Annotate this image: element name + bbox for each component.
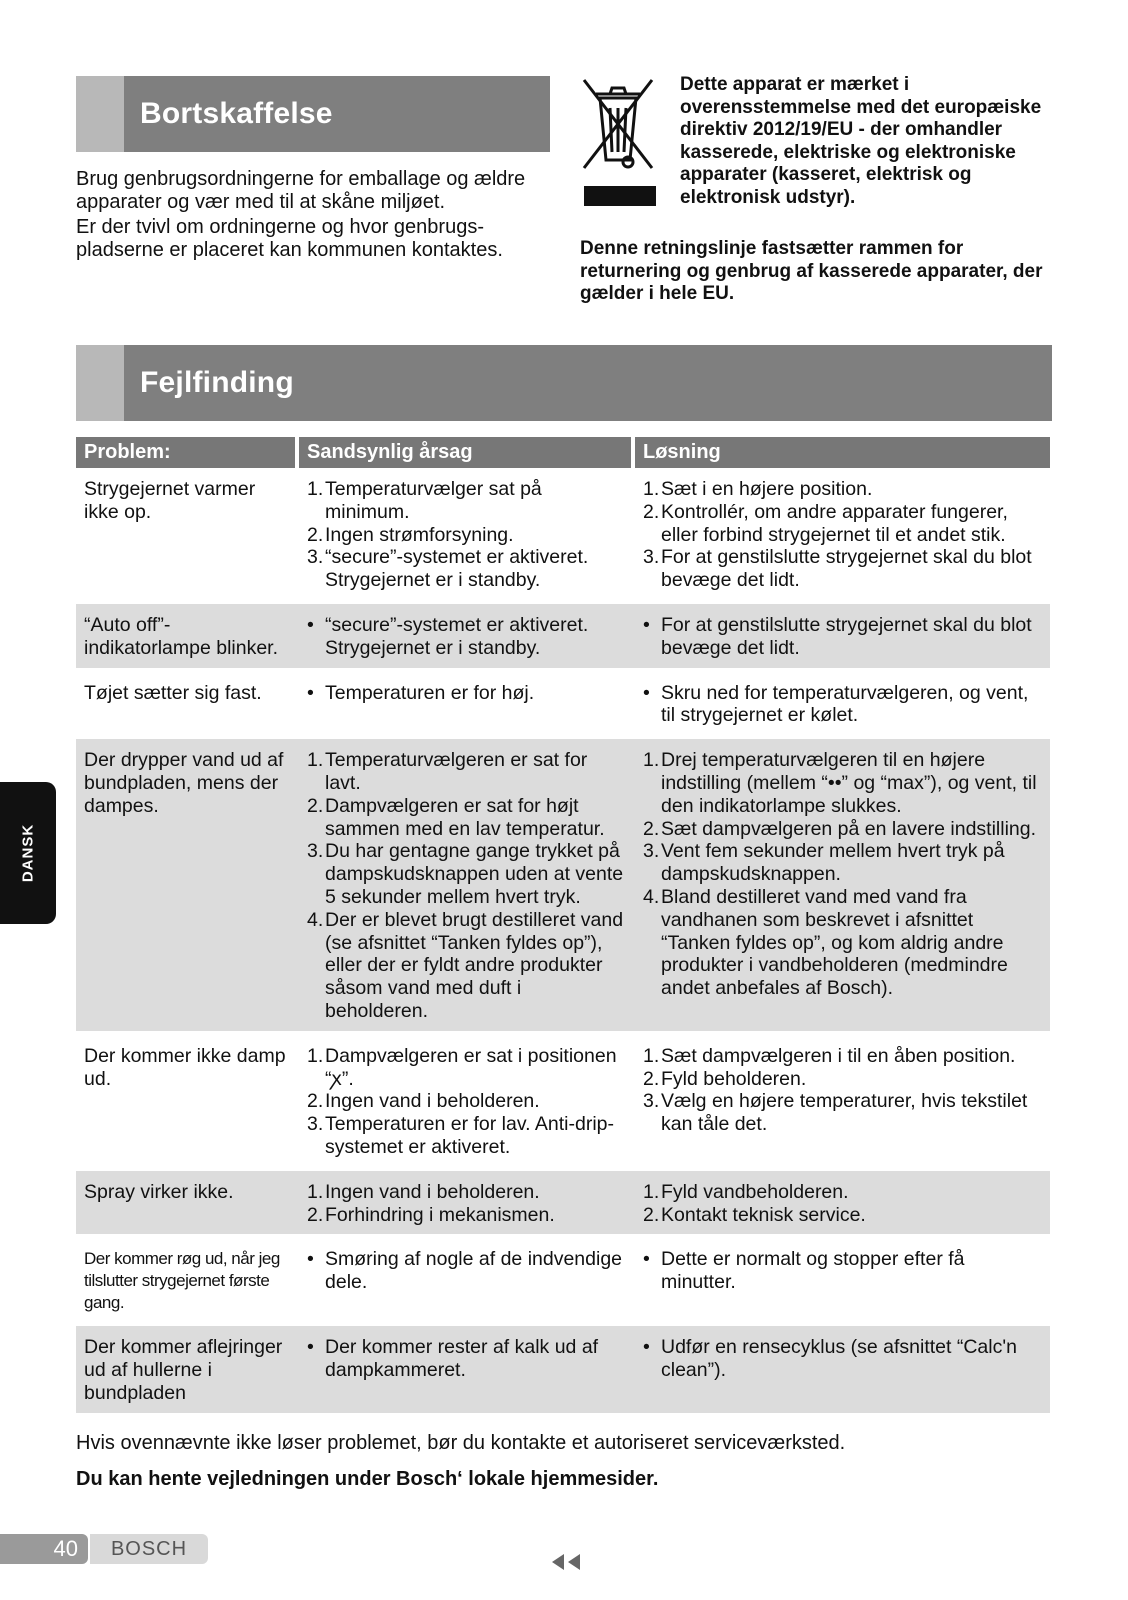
list-marker: 4.: [307, 908, 324, 931]
solution-text: Vent fem sekunder mellem hvert tryk på dampskudsknappen.: [661, 840, 1005, 886]
cause-item: [307, 749, 627, 795]
solution-text: Fyld beholderen.: [661, 1067, 807, 1090]
language-side-tab: [0, 782, 56, 924]
solution-text: Dette er normalt og stopper efter få minutter.: [661, 1248, 965, 1294]
solution-text: Kontakt teknisk service.: [661, 1203, 866, 1226]
cause-list: [307, 1336, 627, 1382]
weee-black-bar: [584, 186, 656, 206]
list-marker: 3.: [643, 1090, 660, 1113]
list-marker: 1.: [643, 478, 660, 500]
list-marker: 2.: [643, 1067, 660, 1090]
disposal-text: [76, 168, 556, 264]
cause-cell: [299, 672, 635, 736]
eu-guideline-text: Denne retningslinje fastsætter rammen for returnering og genbrug af kasserede apparater, der gælder i hele EU.: [580, 238, 1043, 304]
header-solution: Løsning: [635, 437, 1050, 468]
cause-text: Ingen vand i beholderen.: [325, 1090, 540, 1113]
solution-list: [643, 1045, 1042, 1136]
solution-item: [643, 614, 1042, 660]
solution-item: [643, 1068, 1042, 1091]
solution-item: [643, 840, 1042, 886]
solution-item: [643, 546, 1042, 592]
cause-item: [307, 1204, 627, 1227]
solution-list: [643, 614, 1042, 660]
solution-list: [643, 682, 1042, 728]
solution-item: [643, 1336, 1042, 1382]
solution-item: [643, 1045, 1042, 1068]
solution-cell: [635, 604, 1050, 668]
list-marker: 3.: [643, 546, 660, 569]
cause-item: [307, 1045, 627, 1091]
problem-cell: Der kommer røg ud, når jeg tilslutter strygejernet første gang.: [84, 1249, 280, 1313]
solution-text: Bland destilleret vand med vand fra vandhanen som beskrevet i afsnittet “Tanken fyldes op”, og kom aldrig andre produkter i vandbeholderen (medmindre andet anbefales af Bosch).: [661, 885, 1008, 1000]
cause-list: [307, 1181, 627, 1227]
solution-text: Sæt dampvælgeren på en lavere indstilling.: [661, 817, 1037, 840]
solution-list: [643, 478, 1042, 592]
disposal-section-header: [76, 76, 550, 152]
list-marker: 3.: [307, 840, 324, 863]
solution-text: Vælg en højere temperaturer, hvis tekstilet kan tåle det.: [661, 1090, 1028, 1136]
cause-text: Ingen strømforsyning.: [325, 523, 514, 546]
header-problem: Problem:: [76, 437, 299, 468]
cause-text: Ingen vand i beholderen.: [325, 1180, 540, 1203]
problem-cell: Spray virker ikke.: [76, 1171, 299, 1235]
list-marker: •: [643, 1336, 650, 1359]
list-marker: 1.: [307, 478, 324, 500]
cause-list: [307, 749, 627, 1023]
solution-item: [643, 1090, 1042, 1136]
cause-cell: [299, 1326, 635, 1412]
list-marker: 1.: [307, 749, 324, 772]
troubleshooting-section-header: [76, 345, 1052, 421]
solution-item: [643, 501, 1042, 547]
cause-text: Der er blevet brugt destilleret vand (se afsnittet “Tanken fyldes op”), eller der er fyldt andre produkter såsom vand med duft i beholderen.: [325, 908, 624, 1022]
solution-text: Udfør en rensecyklus (se afsnittet “Calc'n clean”).: [661, 1336, 1017, 1382]
solution-text: For at genstilslutte strygejernet skal du blot bevæge det lidt.: [661, 546, 1032, 592]
list-marker: 3.: [307, 1113, 324, 1136]
list-marker: 1.: [307, 1180, 324, 1203]
disposal-paragraph-2: Er der tvivl om ordningerne og hvor genbrugs- pladserne er placeret kan kommunen kontaktes.: [76, 216, 503, 261]
cause-item: [307, 795, 627, 841]
table-row: [76, 1035, 1050, 1167]
cause-item: [307, 840, 627, 908]
cause-item: [307, 524, 627, 547]
list-marker: 2.: [307, 794, 324, 817]
list-marker: •: [643, 681, 650, 704]
problem-cell: Tøjet sætter sig fast.: [84, 681, 262, 704]
eu-directive-text: Dette apparat er mærket i overensstemmelse med det europæiske direktiv 2012/19/EU - der omhandler kasserede, elektriske og elektroniske apparater (kasseret, elektrisk og elektronisk udstyr).: [680, 74, 1042, 208]
solution-cell: [635, 1171, 1050, 1235]
solution-item: [643, 1248, 1042, 1294]
list-marker: •: [307, 1248, 314, 1271]
cause-text: Dampvælgeren er sat for højt sammen med en lav temperatur.: [325, 794, 605, 840]
list-marker: 2.: [643, 1203, 660, 1226]
cause-cell: [299, 1238, 635, 1322]
solution-item: [643, 1181, 1042, 1204]
page-number: 40: [0, 1534, 88, 1564]
list-marker: 3.: [307, 546, 324, 569]
cause-cell: [299, 468, 635, 600]
list-marker: 2.: [307, 523, 324, 546]
troubleshooting-title: Fejlfinding: [140, 366, 294, 399]
cause-text: Temperaturen er for lav. Anti-drip-systemet er aktiveret.: [325, 1113, 615, 1158]
solution-list: [643, 1248, 1042, 1294]
cause-list: [307, 478, 627, 592]
solution-cell: [635, 1326, 1050, 1412]
crossed-out-bin-icon: [580, 76, 656, 172]
cause-text: Smøring af nogle af de indvendige dele.: [325, 1248, 623, 1294]
cause-list: [307, 1045, 627, 1159]
list-marker: 1.: [307, 1044, 324, 1067]
solution-cell: [635, 739, 1050, 1031]
cause-text: “secure”-systemet er aktiveret. Strygejernet er i standby.: [325, 546, 589, 592]
solution-text: Kontrollér, om andre apparater fungerer, eller forbind strygejernet til et andet stik.: [661, 500, 1008, 546]
cause-item: [307, 546, 627, 592]
list-marker: •: [307, 1336, 314, 1359]
solution-item: [643, 478, 1042, 501]
solution-cell: [635, 1035, 1050, 1167]
cause-text: Der kommer rester af kalk ud af dampkammeret.: [325, 1336, 599, 1382]
cause-text: Temperaturvælgeren er sat for lavt.: [325, 749, 588, 794]
cause-item: [307, 614, 627, 660]
cause-text: Dampvælgeren er sat i positionen “ꭗ”.: [325, 1044, 617, 1090]
cause-text: Du har gentagne gange trykket på dampskudsknappen uden at vente 5 sekunder mellem hvert tryk.: [325, 840, 624, 908]
cause-list: [307, 614, 627, 660]
cause-cell: [299, 1035, 635, 1167]
solution-text: Fyld vandbeholderen.: [661, 1180, 849, 1203]
solution-list: [643, 749, 1042, 1000]
problem-cell: Der kommer ikke damp ud.: [84, 1044, 286, 1090]
list-marker: 2.: [307, 1090, 324, 1113]
service-note: Hvis ovennævnte ikke løser problemet, bør du kontakte et autoriseret serviceværksted.: [76, 1432, 846, 1454]
language-tab-label: DANSK: [19, 823, 37, 883]
cause-item: [307, 1181, 627, 1204]
solution-text: Sæt dampvælgeren i til en åben position.: [661, 1044, 1016, 1067]
list-marker: 2.: [307, 1203, 324, 1226]
list-marker: 1.: [643, 1180, 660, 1203]
cause-cell: [299, 1171, 635, 1235]
table-row: [76, 1171, 1050, 1235]
cause-item: [307, 682, 627, 705]
cause-cell: [299, 604, 635, 668]
problem-cell: Der kommer aflejringer ud af hullerne i bundpladen: [76, 1326, 299, 1412]
disposal-title: Bortskaffelse: [140, 97, 333, 130]
list-marker: 3.: [643, 840, 660, 863]
list-marker: 4.: [643, 885, 660, 908]
header-accent-block: [76, 76, 124, 152]
solution-list: [643, 1181, 1042, 1227]
solution-item: [643, 818, 1042, 841]
solution-cell: [635, 1238, 1050, 1322]
list-marker: •: [307, 613, 314, 636]
manual-download-note: Du kan hente vejledningen under Bosch‘ lokale hjemmesider.: [76, 1468, 659, 1490]
solution-item: [643, 886, 1042, 1000]
disposal-paragraph-1: Brug genbrugsordningerne for emballage og ældre apparater og vær med til at skåne miljøet.: [76, 168, 526, 213]
table-row: [76, 468, 1050, 600]
solution-text: For at genstilslutte strygejernet skal du blot bevæge det lidt.: [661, 613, 1032, 659]
cause-text: Temperaturvælger sat på minimum.: [325, 478, 542, 523]
problem-cell: “Auto off”- indikatorlampe blinker.: [76, 604, 299, 668]
list-marker: 2.: [643, 500, 660, 523]
list-marker: 1.: [643, 749, 660, 772]
header-cause: Sandsynlig årsag: [299, 437, 635, 468]
cause-item: [307, 478, 627, 524]
solution-item: [643, 749, 1042, 817]
solution-item: [643, 682, 1042, 728]
table-row: [76, 604, 1050, 668]
cause-item: [307, 1113, 627, 1159]
header-accent-block: [76, 345, 124, 421]
problem-cell: Der drypper vand ud af bundpladen, mens der dampes.: [76, 739, 299, 1031]
list-marker: 2.: [643, 817, 660, 840]
solution-list: [643, 1336, 1042, 1382]
cause-item: [307, 1090, 627, 1113]
brand-label: BOSCH: [90, 1534, 208, 1564]
cause-list: [307, 682, 627, 705]
previous-page-arrows-icon[interactable]: [550, 1552, 584, 1572]
cause-text: “secure”-systemet er aktiveret. Strygejernet er i standby.: [325, 613, 589, 659]
table-row: [76, 672, 1050, 736]
solution-text: Drej temperaturvælgeren til en højere indstilling (mellem “••” og “max”), og vent, til den indikatorlampe slukkes.: [661, 749, 1037, 817]
list-marker: •: [643, 1248, 650, 1271]
solution-text: Sæt i en højere position.: [661, 478, 873, 500]
cause-item: [307, 1248, 627, 1294]
list-marker: 1.: [643, 1044, 660, 1067]
cause-item: [307, 909, 627, 1023]
problem-cell: Strygejernet varmer ikke op.: [84, 478, 256, 523]
solution-text: Skru ned for temperaturvælgeren, og vent, til strygejernet er kølet.: [661, 681, 1029, 727]
cause-list: [307, 1248, 627, 1294]
cause-text: Temperaturen er for høj.: [325, 681, 535, 704]
solution-item: [643, 1204, 1042, 1227]
troubleshooting-table: [76, 437, 1050, 1413]
page-footer-bar: [0, 1534, 208, 1564]
solution-cell: [635, 672, 1050, 736]
cause-item: [307, 1336, 627, 1382]
list-marker: •: [643, 613, 650, 636]
solution-cell: [635, 468, 1050, 600]
cause-text: Forhindring i mekanismen.: [325, 1203, 555, 1226]
table-row: [76, 1238, 1050, 1322]
table-header-row: [76, 437, 1050, 468]
table-row: [76, 1326, 1050, 1412]
table-row: [76, 739, 1050, 1031]
list-marker: •: [307, 681, 314, 704]
cause-cell: [299, 739, 635, 1031]
